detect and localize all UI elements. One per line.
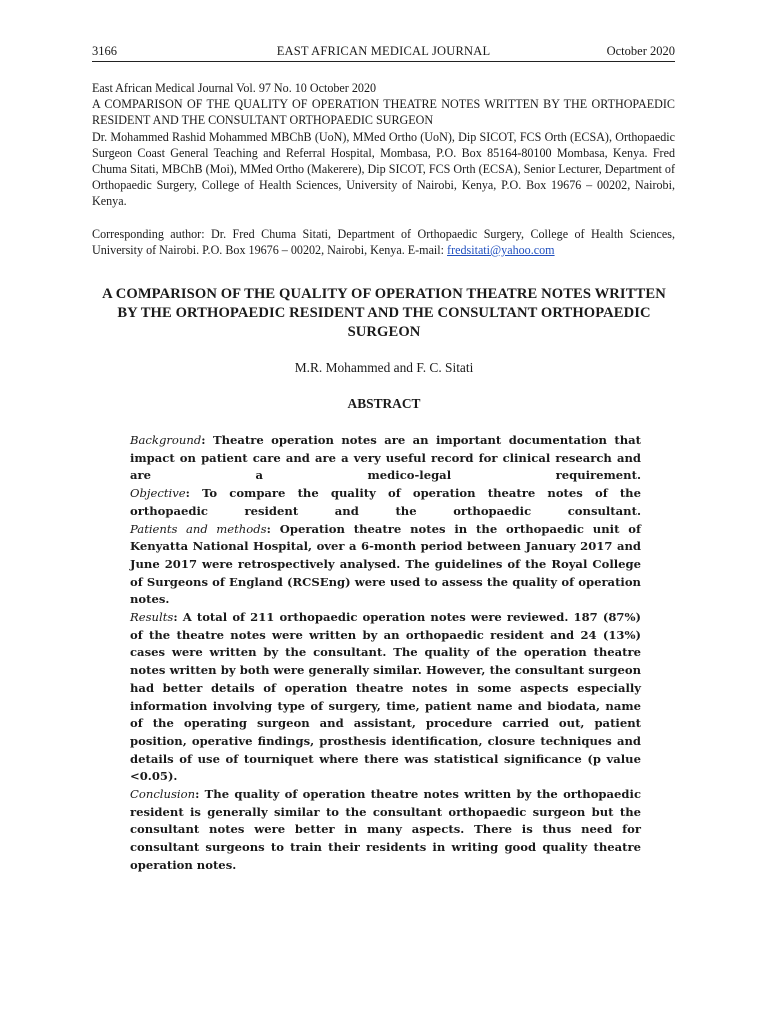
background-label: Background — [130, 433, 202, 447]
article-title: A COMPARISON OF THE QUALITY OF OPERATION THEATRE NOTES WRITTEN BY THE ORTHOPAEDIC RESIDENT AND THE CONSULTANT ORTHOPAEDIC SURGEON — [102, 286, 666, 340]
author-affiliations: Dr. Mohammed Rashid Mohammed MBChB (UoN), MMed Ortho (UoN), Dip SICOT, FCS Orth (ECSA), Orthopaedic Surgeon Coast General Teaching and Referral Hospital, Mombasa, P.O. Box 85164-80100 Mombasa, Kenya. Fred Chuma Sitati, MBChB (Moi), MMed Ortho (Makerere), Dip SICOT, FCS Orth (ECSA), Senior Lecturer, Department of Orthopaedic Surgery, College of Health Sciences, University of Nairobi, Kenya, P.O. Box 19676 – 00202, Nairobi, Kenya. — [92, 129, 675, 209]
abstract-heading: ABSTRACT — [347, 396, 421, 411]
objective-text: : To compare the quality of operation theatre notes of the orthopaedic resident and the orthopaedic consultant. — [130, 486, 641, 518]
page-number: 3166 — [92, 44, 117, 58]
conclusion-text: : The quality of operation theatre notes written by the orthopaedic resident is generally similar to the consultant orthopaedic surgeon but the consultant notes were better in many aspects. There is thus need for consultant surgeons to train their residents in writing good quality theatre operation notes. — [130, 787, 641, 872]
abstract-objective — [130, 485, 641, 520]
corresponding-text: Corresponding author: Dr. Fred Chuma Sitati, Department of Orthopaedic Surgery, College of Health Sciences, University of Nairobi. P.O. Box 19676 – 00202, Nairobi, Kenya. E-mail: — [92, 226, 675, 257]
title-uppercase: A COMPARISON OF THE QUALITY OF OPERATION THEATRE NOTES WRITTEN BY THE ORTHOPAEDIC RESIDENT AND THE CONSULTANT ORTHOPAEDIC SURGEON — [92, 97, 675, 128]
objective-label: Objective — [130, 486, 186, 501]
issue-date: October 2020 — [606, 44, 675, 58]
abstract-conclusion — [130, 786, 641, 875]
conclusion-label: Conclusion — [130, 787, 196, 802]
abstract-methods — [130, 521, 641, 610]
abstract-background — [130, 432, 641, 485]
methods-text: : Operation theatre notes in the orthopaedic unit of Kenyatta National Hospital, over a 6-month period between January 2017 and June 2017 were retrospectively analysed. The guidelines of the Royal College of Surgeons of England (RCSEng) were used to assess the quality of operation notes. — [130, 521, 641, 607]
results-label: Results — [130, 610, 174, 625]
journal-name: EAST AFRICAN MEDICAL JOURNAL — [276, 44, 491, 58]
article-authors: M.R. Mohammed and F. C. Sitati — [294, 360, 474, 375]
email-link[interactable]: fredsitati@yahoo.com — [447, 242, 555, 257]
background-text: : Theatre operation notes are an important documentation that impact on patient care and are a very useful record for clinical research and are a medico-legal requirement. — [130, 433, 641, 483]
running-header — [92, 43, 675, 62]
corresponding-author — [92, 226, 675, 258]
results-text: : A total of 211 orthopaedic operation notes were reviewed. 187 (87%) of the theatre notes were written by an orthopaedic resident and 24 (13%) cases were written by the consultant. The quality of the operation theatre notes written by both were generally similar. However, the consultant surgeon had better details of operation theatre notes in some aspects especially information involving type of surgery, time, patient name and biodata, name of the operating surgeon and assistant, procedure carried out, patient position, operative findings, prosthesis identification, closure techniques and details of use of tourniquet where there was statistical significance (p value <0.05). — [130, 610, 641, 784]
methods-label: Patients and methods — [130, 521, 267, 536]
abstract-body — [130, 432, 641, 875]
citation-line: East African Medical Journal Vol. 97 No. 10 October 2020 — [92, 81, 377, 95]
abstract-results — [130, 609, 641, 786]
front-matter — [92, 80, 675, 258]
